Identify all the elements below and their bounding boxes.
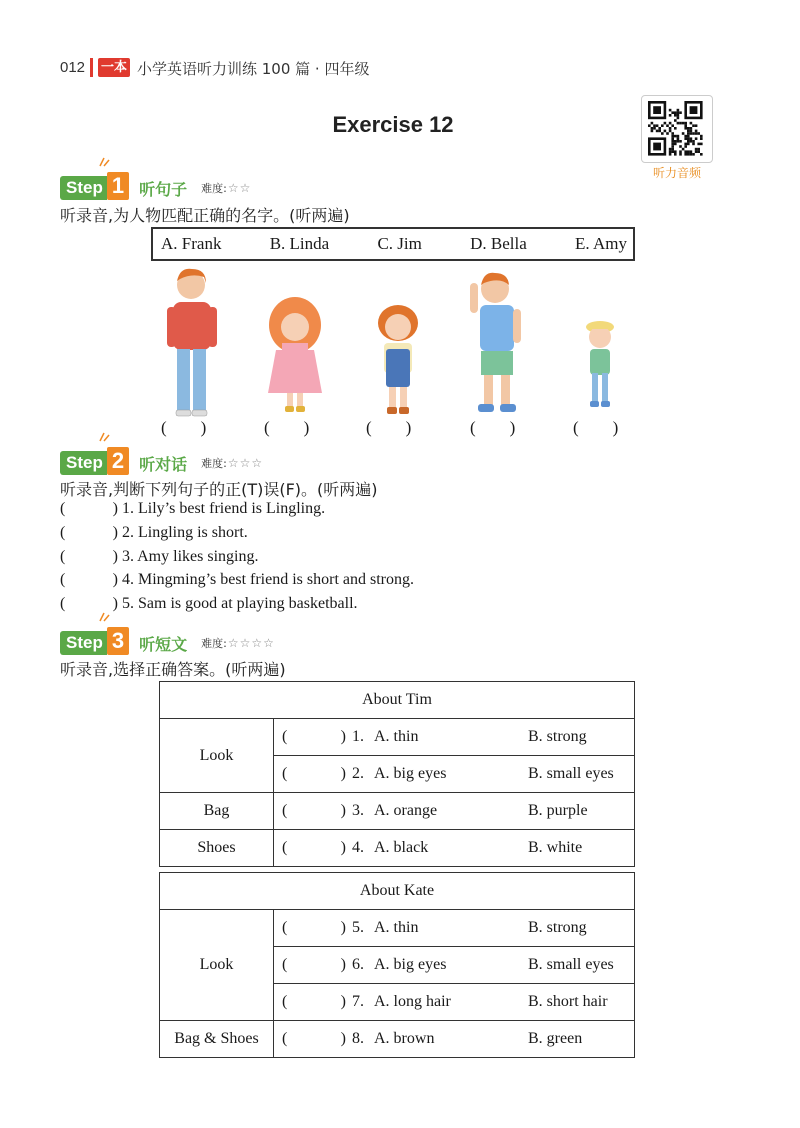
step-tag: Step <box>60 176 107 200</box>
option-b[interactable]: B. small eyes <box>528 765 614 782</box>
book-title: 小学英语听力训练 100 篇 · 四年级 <box>137 60 370 78</box>
paren-close[interactable]: ) <box>340 993 346 1010</box>
figure-girl-overalls <box>378 305 418 414</box>
name-options-box <box>151 227 635 261</box>
option-b[interactable]: B. small eyes <box>528 956 614 973</box>
difficulty-label: 难度: <box>201 182 227 195</box>
table-title: About Tim <box>160 682 635 719</box>
qr-code-icon[interactable] <box>641 95 713 163</box>
question-number: 7. <box>352 993 364 1010</box>
table-row <box>274 910 635 947</box>
step2-instruction: 听录音,判断下列句子的正(T)误(F)。(听两遍) <box>60 480 378 499</box>
figure-girl-pink-dress <box>268 297 322 412</box>
question-number: 6. <box>352 956 364 973</box>
sparkle-icon <box>98 431 110 443</box>
tf-item-text: 5. Sam is good at playing basketball. <box>122 595 358 612</box>
question-number: 2. <box>352 765 364 782</box>
paren-open[interactable]: ( <box>282 765 288 782</box>
option-b[interactable]: B. purple <box>528 802 588 819</box>
step1-header <box>60 173 252 200</box>
name-option: E. Amy <box>575 234 627 253</box>
option-a[interactable]: A. orange <box>374 802 438 819</box>
option-b[interactable]: B. strong <box>528 728 587 745</box>
paren-close[interactable]: ) <box>112 500 118 517</box>
tf-item <box>60 548 258 566</box>
paren-close[interactable]: ) <box>340 765 346 782</box>
tf-item-text: 2. Lingling is short. <box>122 524 248 541</box>
characters-illustration <box>150 265 650 420</box>
answer-blank[interactable]: ( ) <box>366 418 412 437</box>
name-option: D. Bella <box>470 234 527 253</box>
difficulty-label: 难度: <box>201 637 227 650</box>
answer-blank[interactable]: ( ) <box>264 418 310 437</box>
table-row <box>274 984 635 1021</box>
name-option: C. Jim <box>377 234 422 253</box>
paren-open[interactable]: ( <box>282 802 288 819</box>
question-number: 4. <box>352 839 364 856</box>
paren-open[interactable]: ( <box>282 839 288 856</box>
step-name: 听短文 <box>139 634 188 654</box>
table-row <box>274 719 635 756</box>
tf-item <box>60 500 325 518</box>
category-cell: Bag & Shoes <box>160 1021 274 1058</box>
category-cell: Look <box>160 910 274 1021</box>
option-a[interactable]: A. thin <box>374 728 419 745</box>
sparkle-icon <box>98 611 110 623</box>
tf-item-text: 3. Amy likes singing. <box>122 548 259 565</box>
question-number: 3. <box>352 802 364 819</box>
category-cell: Shoes <box>160 830 274 867</box>
option-a[interactable]: A. big eyes <box>374 956 447 973</box>
category-cell: Bag <box>160 793 274 830</box>
paren-close[interactable]: ) <box>112 595 118 612</box>
step-name: 听对话 <box>139 454 188 474</box>
paren-open[interactable]: ( <box>282 1030 288 1047</box>
exercise-title: Exercise 12 <box>332 112 454 137</box>
series-logo: 一本 <box>98 58 130 77</box>
table-row <box>274 1021 635 1058</box>
paren-open[interactable]: ( <box>60 595 66 612</box>
paren-close[interactable]: ) <box>112 524 118 541</box>
sparkle-icon <box>98 156 110 168</box>
answer-blank[interactable]: ( ) <box>161 418 207 437</box>
name-option: A. Frank <box>161 234 222 253</box>
paren-close[interactable]: ) <box>112 571 118 588</box>
question-number: 5. <box>352 919 364 936</box>
option-a[interactable]: A. thin <box>374 919 419 936</box>
step-number: 1 <box>107 172 129 200</box>
difficulty-stars: ☆☆☆ <box>227 456 264 470</box>
option-b[interactable]: B. white <box>528 839 583 856</box>
paren-open[interactable]: ( <box>282 956 288 973</box>
name-option: B. Linda <box>269 234 330 253</box>
question-number: 8. <box>352 1030 364 1047</box>
question-number: 1. <box>352 728 364 745</box>
paren-close[interactable]: ) <box>340 919 346 936</box>
category-cell: Look <box>160 719 274 793</box>
paren-close[interactable]: ) <box>340 1030 346 1047</box>
figure-small-girl-hat <box>586 321 614 407</box>
answer-blank[interactable]: ( ) <box>470 418 516 437</box>
paren-open[interactable]: ( <box>60 548 66 565</box>
paren-close[interactable]: ) <box>340 802 346 819</box>
table-row <box>274 756 635 793</box>
table-row <box>274 793 635 830</box>
about-tim-table <box>159 681 635 867</box>
paren-open[interactable]: ( <box>60 524 66 541</box>
paren-close[interactable]: ) <box>340 728 346 745</box>
table-row <box>274 830 635 867</box>
step-number: 3 <box>107 627 129 655</box>
option-a[interactable]: A. big eyes <box>374 765 447 782</box>
option-a[interactable]: A. brown <box>374 1030 435 1047</box>
step3-header <box>60 628 275 655</box>
option-a[interactable]: A. black <box>374 839 429 856</box>
option-b[interactable]: B. short hair <box>528 993 608 1010</box>
figure-boy-blue-shirt <box>470 273 521 412</box>
paren-open[interactable]: ( <box>282 993 288 1010</box>
step-name: 听句子 <box>139 179 188 199</box>
qr-audio-label: 听力音频 <box>652 166 701 180</box>
figure-boy-red-hoodie <box>167 269 217 416</box>
step-tag: Step <box>60 631 107 655</box>
difficulty-label: 难度: <box>201 457 227 470</box>
paren-open[interactable]: ( <box>282 919 288 936</box>
step1-instruction: 听录音,为人物匹配正确的名字。(听两遍) <box>60 206 350 225</box>
paren-close[interactable]: ) <box>340 839 346 856</box>
option-a[interactable]: A. long hair <box>374 993 451 1010</box>
step-tag: Step <box>60 451 107 475</box>
tf-item <box>60 524 248 542</box>
step3-instruction: 听录音,选择正确答案。(听两遍) <box>60 660 286 679</box>
header-divider <box>90 58 93 77</box>
page-number: 012 <box>60 59 86 76</box>
paren-open[interactable]: ( <box>282 728 288 745</box>
option-b[interactable]: B. strong <box>528 919 587 936</box>
paren-close[interactable]: ) <box>340 956 346 973</box>
paren-close[interactable]: ) <box>112 548 118 565</box>
difficulty-stars: ☆☆ <box>227 181 252 195</box>
step-number: 2 <box>107 447 129 475</box>
paren-open[interactable]: ( <box>60 571 66 588</box>
step2-header <box>60 448 264 475</box>
about-kate-table <box>159 872 635 1058</box>
tf-item-text: 4. Mingming’s best friend is short and strong. <box>122 571 414 588</box>
table-title: About Kate <box>160 873 635 910</box>
tf-item-text: 1. Lily’s best friend is Lingling. <box>122 500 326 517</box>
answer-blank[interactable]: ( ) <box>573 418 619 437</box>
tf-item <box>60 571 414 589</box>
difficulty-stars: ☆☆☆☆ <box>227 636 275 650</box>
table-row <box>274 947 635 984</box>
paren-open[interactable]: ( <box>60 500 66 517</box>
option-b[interactable]: B. green <box>528 1030 583 1047</box>
